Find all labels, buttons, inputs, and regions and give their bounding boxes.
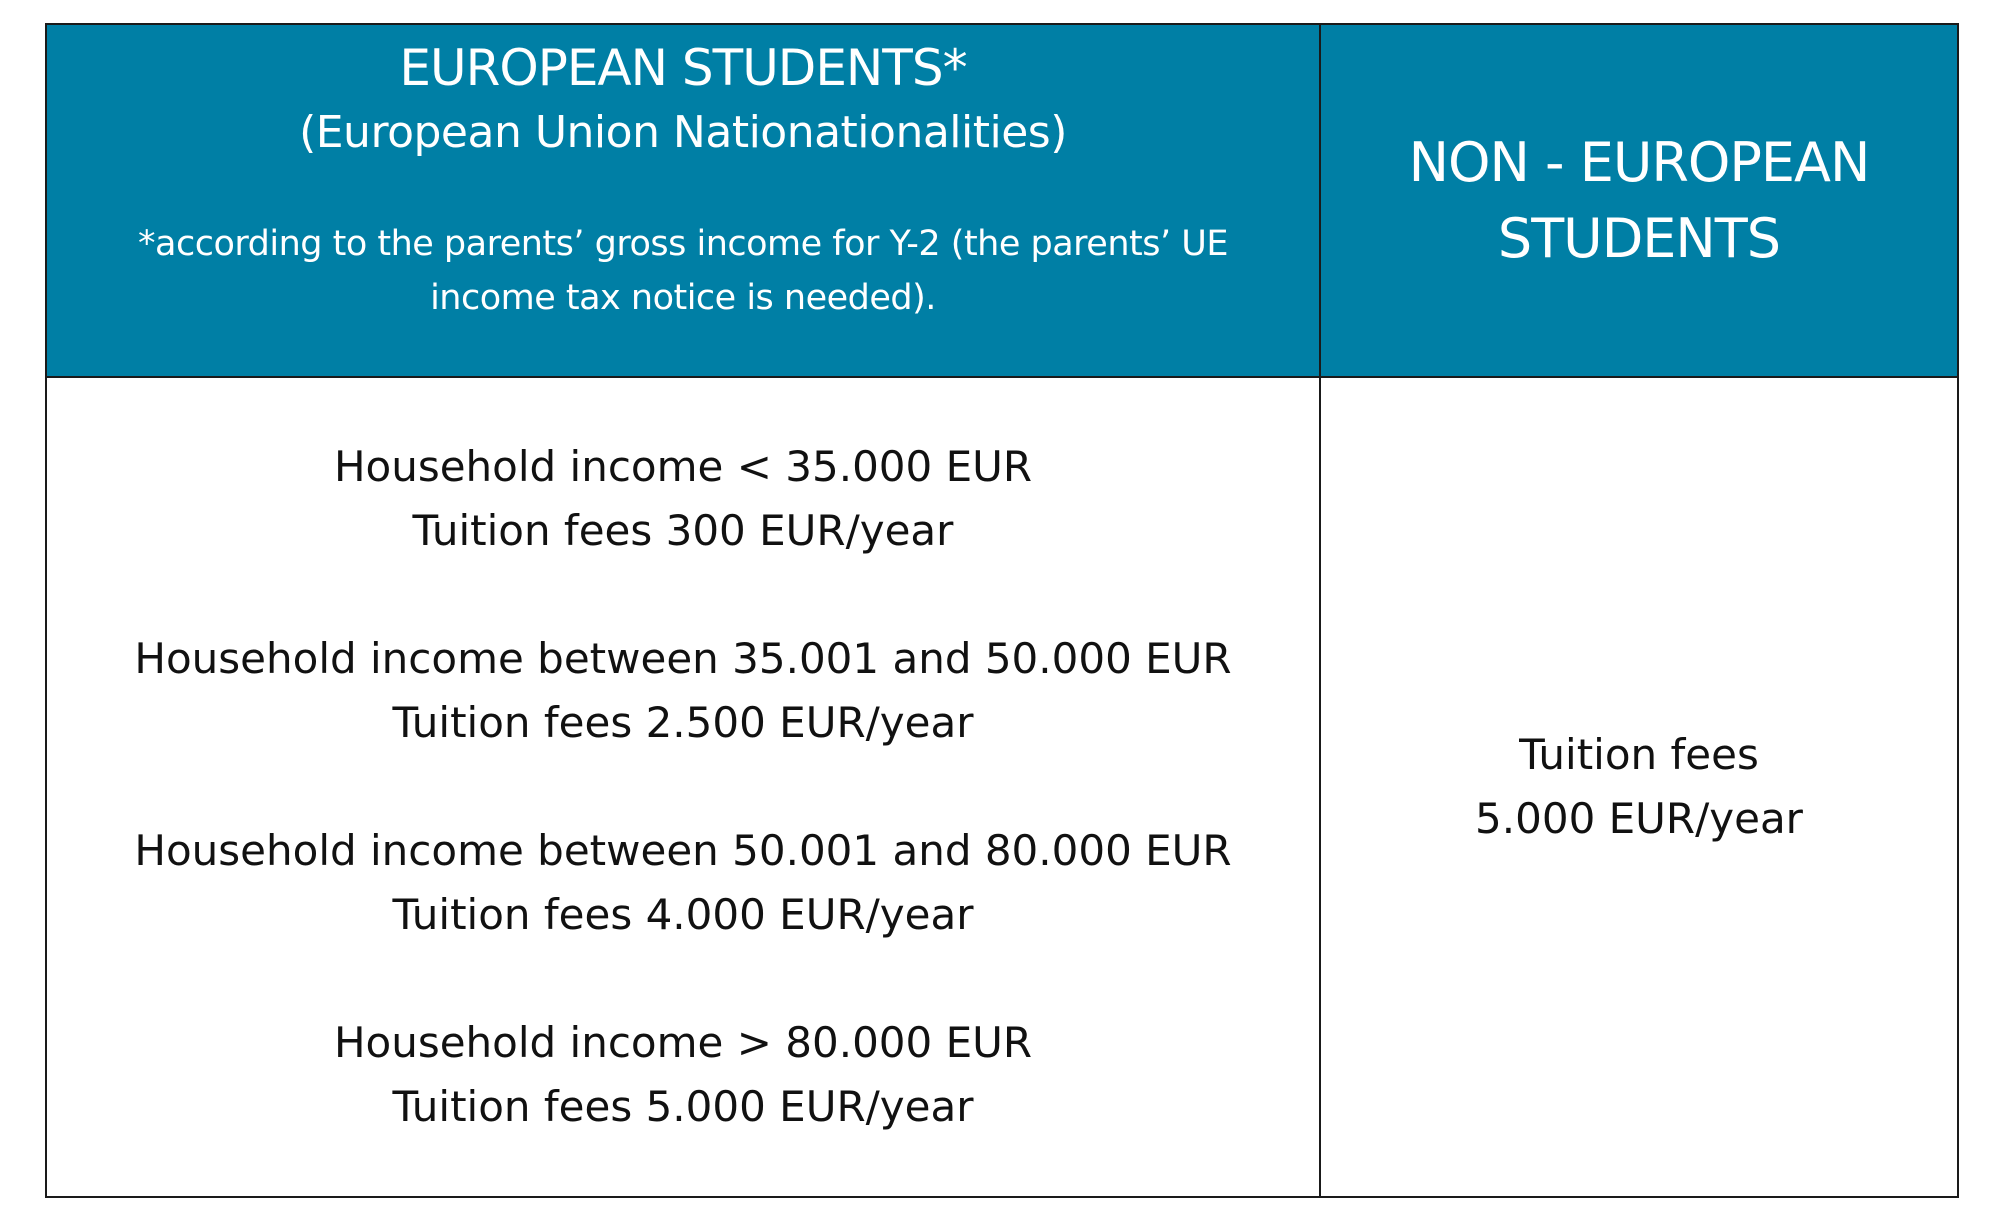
header-row [46,24,1958,377]
fee-tier [47,435,1319,563]
body-row [46,377,1958,1197]
european-students-title: EUROPEAN STUDENTS* [399,39,967,97]
non-european-students-title: NON - EUROPEAN STUDENTS [1408,130,1870,270]
non-european-fee-label: Tuition fees [1519,730,1759,779]
tier-fee: Tuition fees 4.000 EUR/year [392,890,974,939]
tuition-fees-table [45,23,1959,1198]
european-fees-cell [46,377,1320,1197]
tier-income: Household income > 80.000 EUR [333,1018,1033,1067]
non-european-fee [1321,723,1957,851]
non-european-fee-amount: 5.000 EUR/year [1475,794,1803,843]
european-students-note: *according to the parents’ gross income for Y-2 (the parents’ UE income tax notice is needed). [138,224,1228,318]
tier-income: Household income between 35.001 and 50.000 EUR [134,634,1232,683]
european-students-header [46,24,1320,377]
fee-tier [47,627,1319,755]
non-european-students-header [1320,24,1958,377]
fee-tier [47,819,1319,947]
non-european-fees-cell [1320,377,1958,1197]
tier-income: Household income between 50.001 and 80.000 EUR [134,826,1232,875]
tier-income: Household income < 35.000 EUR [333,442,1033,491]
european-students-subtitle: (European Union Nationationalities) [299,107,1067,158]
tier-fee: Tuition fees 300 EUR/year [412,506,954,555]
fee-tier [47,1011,1319,1139]
tier-fee: Tuition fees 5.000 EUR/year [392,1082,974,1131]
tier-fee: Tuition fees 2.500 EUR/year [392,698,974,747]
